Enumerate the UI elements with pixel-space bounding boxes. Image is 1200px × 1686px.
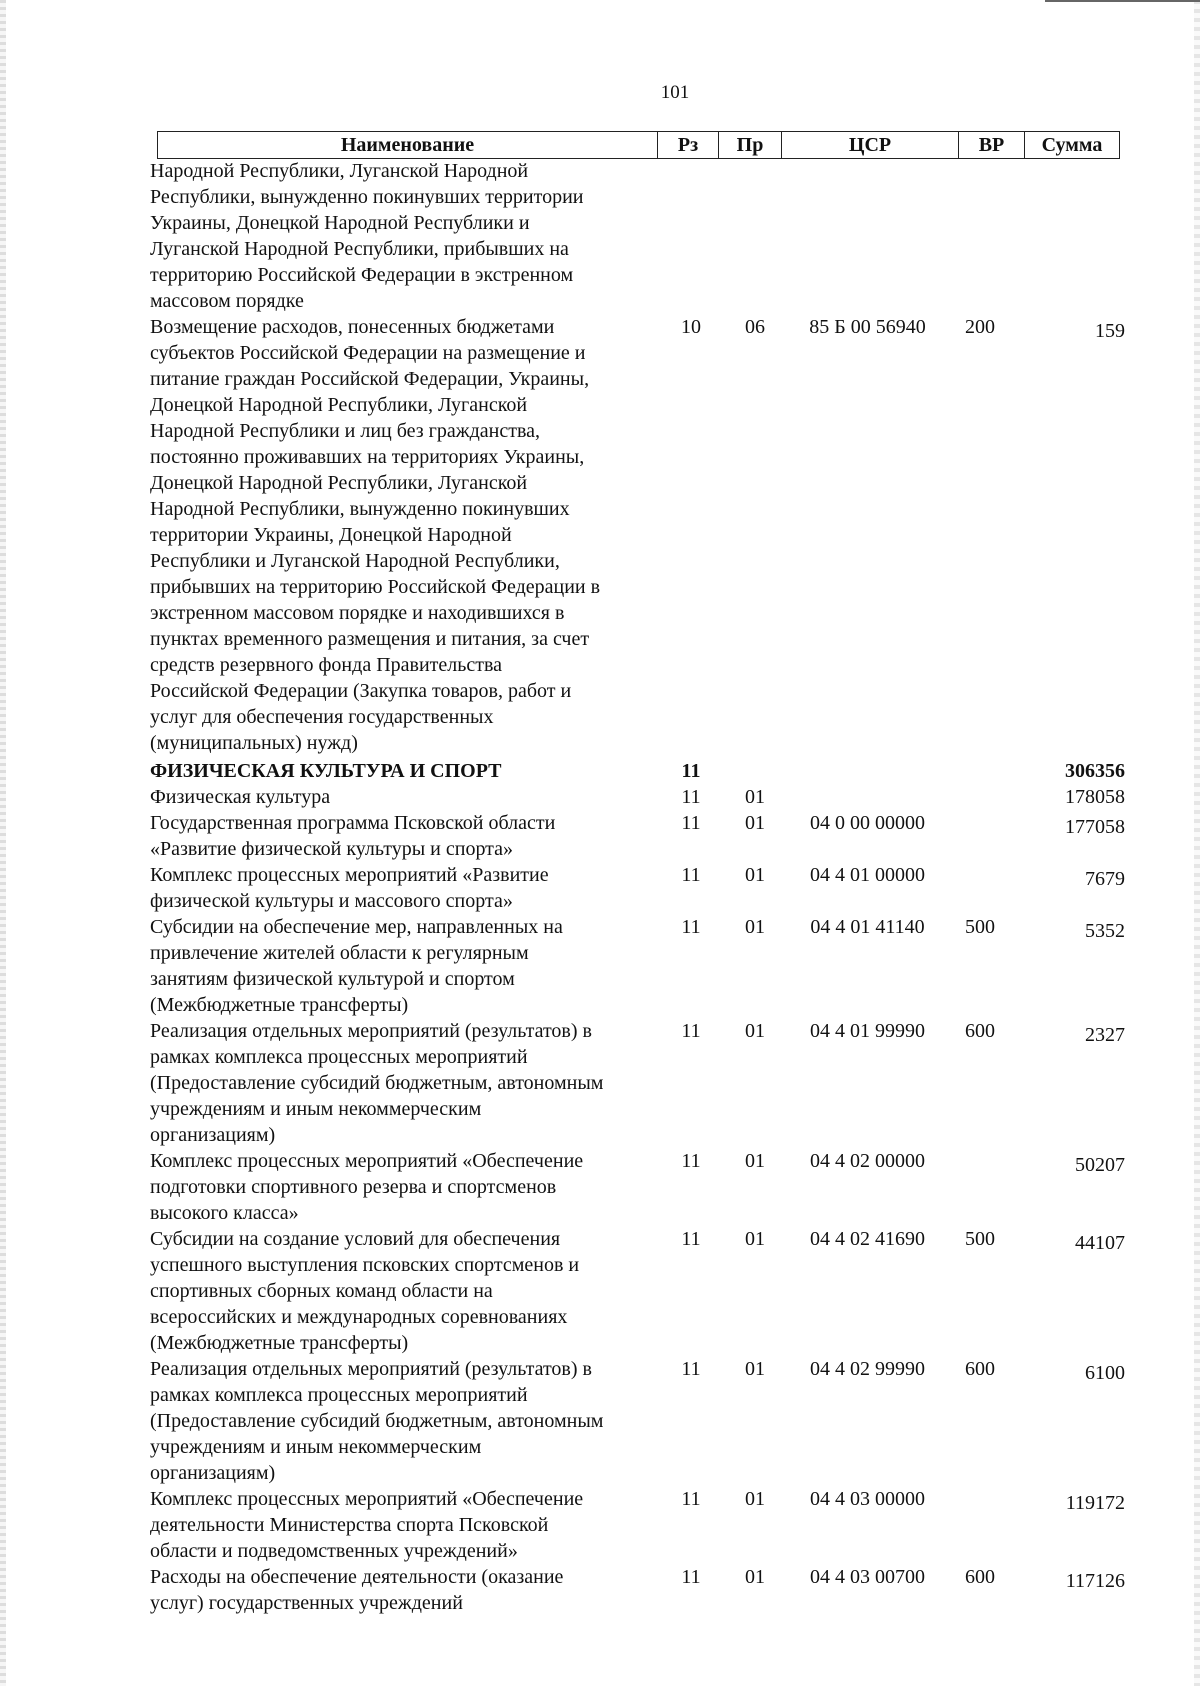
table-row	[150, 1148, 1125, 1226]
row-name-line: Реализация отдельных мероприятий (результатов) в	[150, 1020, 592, 1042]
row-name-line: успешного выступления псковских спортсменов и	[150, 1254, 580, 1276]
row-sum: 159	[1095, 320, 1125, 342]
row-name-line: Российской Федерации (Закупка товаров, работ и	[150, 680, 572, 702]
row-csr	[780, 784, 955, 810]
row-name-line: занятиям физической культурой и спортом	[150, 968, 515, 990]
row-rz: 11	[681, 916, 701, 938]
row-sum: 178058	[1065, 786, 1125, 808]
row-name-line: Луганской Народной Республики, прибывших на	[150, 238, 569, 260]
row-name-line: организациям)	[150, 1462, 276, 1484]
scan-edge-right	[1194, 0, 1200, 1686]
row-name-line: Народной Республики, вынужденно покинувших	[150, 498, 570, 520]
row-pr: 01	[745, 1488, 765, 1510]
header-csr: ЦСР	[782, 132, 959, 159]
row-vr	[955, 158, 1005, 314]
row-name	[150, 1486, 652, 1564]
row-vr	[955, 810, 1005, 862]
row-sum: 177058	[1065, 816, 1125, 838]
table-row	[150, 1356, 1125, 1486]
row-pr: 01	[745, 1358, 765, 1380]
row-vr	[955, 862, 1005, 914]
page-number: 101	[660, 82, 690, 103]
table-row	[150, 1018, 1125, 1148]
row-name-line: территорию Российской Федерации в экстренном	[150, 264, 574, 286]
row-name-line: (Межбюджетные трансферты)	[150, 1332, 409, 1354]
row-name-line: субъектов Российской Федерации на размещение и	[150, 342, 586, 364]
row-name-line: подготовки спортивного резерва и спортсменов	[150, 1176, 557, 1198]
row-csr: 85 Б 00 56940	[809, 316, 926, 338]
row-pr	[730, 758, 780, 784]
row-name-line: Донецкой Народной Республики, Луганской	[150, 394, 528, 416]
row-name-line: всероссийских и международных соревнованиях	[150, 1306, 568, 1328]
row-csr: 04 4 01 41140	[810, 916, 925, 938]
row-name	[150, 1018, 652, 1148]
row-sum: 44107	[1075, 1232, 1125, 1254]
row-rz: 11	[681, 864, 701, 886]
scan-top-line	[1045, 0, 1200, 2]
table-row	[150, 784, 1125, 810]
row-vr	[955, 784, 1005, 810]
row-sum: 119172	[1065, 1492, 1125, 1514]
row-name	[150, 314, 652, 756]
row-name-line: средств резервного фонда Правительства	[150, 654, 503, 676]
row-sum: 2327	[1085, 1024, 1125, 1046]
row-rz: 11	[681, 1488, 701, 1510]
row-name	[150, 1148, 652, 1226]
row-pr: 01	[745, 916, 765, 938]
row-name-line: Донецкой Народной Республики, Луганской	[150, 472, 528, 494]
row-sum: 5352	[1085, 920, 1125, 942]
row-sum: 306356	[1065, 760, 1125, 782]
row-vr: 500	[965, 1228, 995, 1250]
row-name-line: ФИЗИЧЕСКАЯ КУЛЬТУРА И СПОРТ	[150, 760, 502, 782]
row-name-line: Народной Республики, Луганской Народной	[150, 160, 529, 182]
row-csr: 04 0 00 00000	[810, 812, 925, 834]
row-csr	[780, 158, 955, 314]
row-rz	[652, 158, 730, 314]
row-name-line: Физическая культура	[150, 786, 331, 808]
row-vr: 500	[965, 916, 995, 938]
row-name	[150, 1226, 652, 1356]
table-body	[150, 158, 1125, 1616]
row-rz: 10	[681, 316, 701, 338]
row-name-line: Комплекс процессных мероприятий «Обеспечение	[150, 1488, 584, 1510]
row-vr	[955, 1148, 1005, 1226]
row-sum: 7679	[1085, 868, 1125, 890]
row-name	[150, 1356, 652, 1486]
row-name	[150, 784, 652, 810]
table-row	[150, 1564, 1125, 1616]
row-csr: 04 4 03 00000	[810, 1488, 925, 1510]
row-name	[150, 1564, 652, 1616]
table-row	[150, 810, 1125, 862]
row-name-line: постоянно проживавших на территориях Украины,	[150, 446, 585, 468]
row-csr	[780, 758, 955, 784]
row-name-line: «Развитие физической культуры и спорта»	[150, 838, 514, 860]
table-row	[150, 758, 1125, 784]
row-name-line: высокого класса»	[150, 1202, 299, 1224]
row-name-line: Субсидии на обеспечение мер, направленных на	[150, 916, 563, 938]
header-pr: Пр	[719, 132, 782, 159]
row-name-line: Украины, Донецкой Народной Республики и	[150, 212, 530, 234]
row-csr: 04 4 01 99990	[810, 1020, 925, 1042]
row-name-line: учреждениям и иным некоммерческим	[150, 1436, 482, 1458]
row-name-line: спортивных сборных команд области на	[150, 1280, 493, 1302]
table-row	[150, 914, 1125, 1018]
row-name	[150, 810, 652, 862]
table-row	[150, 314, 1125, 756]
row-rz: 11	[681, 1358, 701, 1380]
row-name-line: рамках комплекса процессных мероприятий	[150, 1046, 528, 1068]
row-name-line: Республики, вынужденно покинувших территории	[150, 186, 584, 208]
row-pr	[730, 158, 780, 314]
row-name	[150, 158, 652, 314]
row-name-line: услуг для обеспечения государственных	[150, 706, 494, 728]
row-name-line: организациям)	[150, 1124, 276, 1146]
row-csr: 04 4 03 00700	[810, 1566, 925, 1588]
table-row	[150, 862, 1125, 914]
row-rz: 11	[681, 1566, 701, 1588]
row-vr: 600	[965, 1566, 995, 1588]
row-name-line: (Предоставление субсидий бюджетным, автономным	[150, 1410, 604, 1432]
row-name-line: питание граждан Российской Федерации, Украины,	[150, 368, 590, 390]
row-sum: 117126	[1065, 1570, 1125, 1592]
row-vr	[955, 1486, 1005, 1564]
row-csr: 04 4 02 99990	[810, 1358, 925, 1380]
table-row	[150, 1486, 1125, 1564]
row-pr: 01	[745, 864, 765, 886]
row-pr: 01	[745, 1150, 765, 1172]
row-sum	[1005, 158, 1125, 314]
row-name-line: Реализация отдельных мероприятий (результатов) в	[150, 1358, 592, 1380]
row-name-line: физической культуры и массового спорта»	[150, 890, 513, 912]
row-name-line: (Межбюджетные трансферты)	[150, 994, 409, 1016]
row-name-line: Государственная программа Псковской области	[150, 812, 556, 834]
row-pr: 06	[745, 316, 765, 338]
row-name-line: учреждениям и иным некоммерческим	[150, 1098, 482, 1120]
table-row	[150, 158, 1125, 314]
row-name-line: Комплекс процессных мероприятий «Обеспечение	[150, 1150, 584, 1172]
row-name-line: экстренном массовом порядке и находившихся в	[150, 602, 565, 624]
header-name: Наименование	[158, 132, 658, 159]
row-name-line: прибывших на территорию Российской Федерации в	[150, 576, 601, 598]
row-name-line: (Предоставление субсидий бюджетным, автономным	[150, 1072, 604, 1094]
row-vr: 200	[965, 316, 995, 338]
row-vr	[955, 758, 1005, 784]
row-name-line: рамках комплекса процессных мероприятий	[150, 1384, 528, 1406]
row-sum: 50207	[1075, 1154, 1125, 1176]
row-name-line: области и подведомственных учреждений»	[150, 1540, 518, 1562]
row-vr: 600	[965, 1358, 995, 1380]
row-name-line: территории Украины, Донецкой Народной	[150, 524, 512, 546]
row-name-line: Народной Республики и лиц без гражданства,	[150, 420, 541, 442]
row-rz: 11	[681, 1020, 701, 1042]
row-name-line: Комплекс процессных мероприятий «Развитие	[150, 864, 549, 886]
row-name-line: услуг) государственных учреждений	[150, 1592, 463, 1614]
row-rz: 11	[681, 1228, 701, 1250]
row-name-line: Республики и Луганской Народной Республики,	[150, 550, 560, 572]
row-name-line: Возмещение расходов, понесенных бюджетами	[150, 316, 555, 338]
row-name-line: привлечение жителей области к регулярным	[150, 942, 529, 964]
row-rz: 11	[681, 812, 701, 834]
row-pr: 01	[745, 1020, 765, 1042]
row-name-line: пунктах временного размещения и питания, за счет	[150, 628, 590, 650]
row-name-line: (муниципальных) нужд)	[150, 732, 358, 754]
scan-edge-left	[0, 0, 6, 1686]
row-name	[150, 862, 652, 914]
row-name	[150, 758, 652, 784]
row-name	[150, 914, 652, 1018]
row-name-line: Субсидии на создание условий для обеспечения	[150, 1228, 561, 1250]
row-name-line: деятельности Министерства спорта Псковской	[150, 1514, 549, 1536]
row-sum: 6100	[1085, 1362, 1125, 1384]
row-pr: 01	[745, 1228, 765, 1250]
header-vr: ВР	[959, 132, 1025, 159]
table-row	[150, 1226, 1125, 1356]
row-rz: 11	[681, 760, 701, 782]
row-csr: 04 4 01 00000	[810, 864, 925, 886]
table-header	[157, 131, 1120, 159]
row-name-line: массовом порядке	[150, 290, 304, 312]
header-rz: Рз	[658, 132, 719, 159]
row-csr: 04 4 02 00000	[810, 1150, 925, 1172]
row-csr: 04 4 02 41690	[810, 1228, 925, 1250]
row-pr: 01	[745, 1566, 765, 1588]
row-name-line: Расходы на обеспечение деятельности (оказание	[150, 1566, 564, 1588]
row-pr: 01	[745, 786, 765, 808]
row-rz: 11	[681, 1150, 701, 1172]
row-vr: 600	[965, 1020, 995, 1042]
row-rz: 11	[681, 786, 701, 808]
row-pr: 01	[745, 812, 765, 834]
header-sum: Сумма	[1025, 132, 1120, 159]
